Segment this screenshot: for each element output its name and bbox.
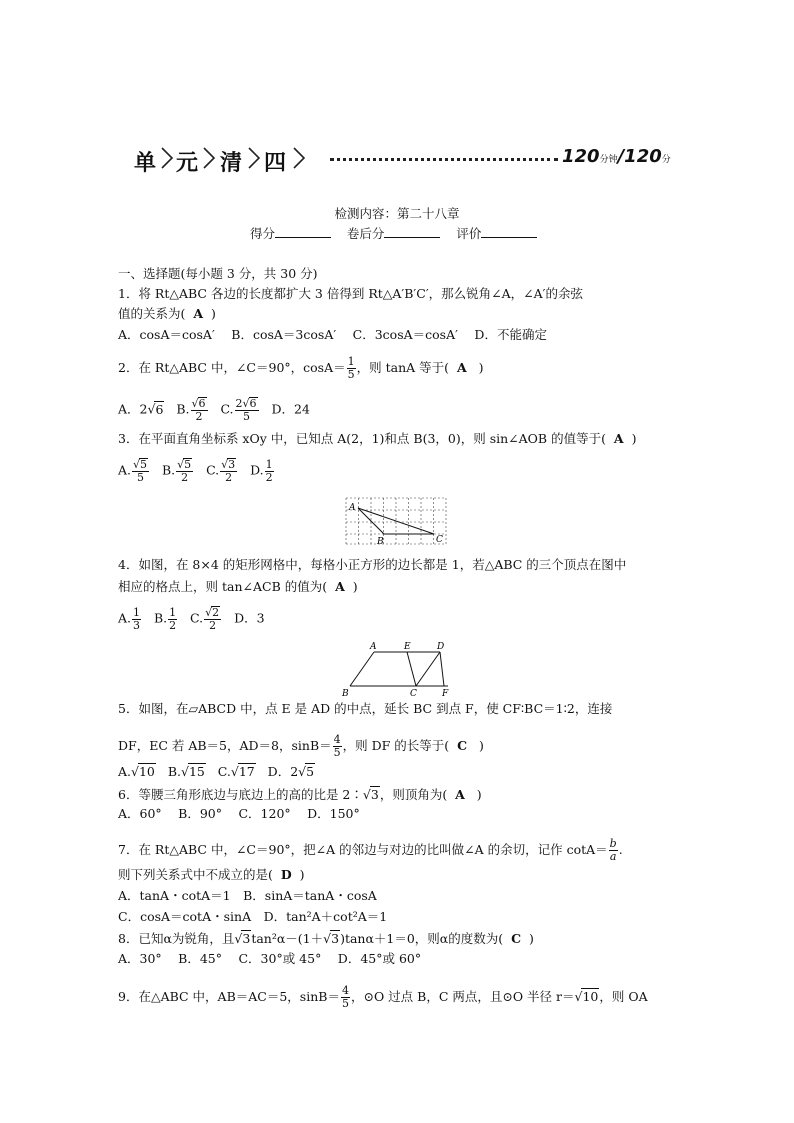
q4-optC: C. (190, 610, 204, 626)
q5-stem-line1: 5．如图，在▱ABCD 中，点 E 是 AD 的中点，延长 BC 到点 F，使 CF∶BC＝1∶2，连接 (118, 701, 613, 716)
q4-options (118, 606, 265, 632)
q8-rad2: 3 (331, 931, 340, 946)
q7-fraction: $\frac{b}{a}$ (609, 837, 617, 863)
q2-optB-frac: $\frac{√6}{2}$ (191, 397, 206, 423)
q1-stem-line2 (118, 306, 216, 322)
q4-stem-pre: 相应的格点上，则 tan∠ACB 的值为( (118, 579, 328, 594)
q1-stem-line1: 1．将 Rt△ABC 各边的长度都扩大 3 倍得到 Rt△A′B′C′，那么锐角∠A，∠A′的余弦 (118, 286, 584, 301)
q3-optB: B. (161, 462, 176, 478)
q2-optA-rad: 6 (155, 401, 164, 417)
q8-options: A．30° B．45° C．30°或 45° D．45°或 60° (118, 951, 422, 966)
q8-stem-mid: tan²α－(1＋ (251, 931, 324, 946)
time-value: 120 (562, 146, 600, 167)
q5-close: ) (479, 738, 484, 753)
banner-timing: 120分钟/120分 (562, 146, 671, 167)
banner-char-4: 四 (264, 151, 287, 176)
q7-options-1: A．tanA・cotA＝1 B．sinA＝tanA・cosA (118, 888, 377, 903)
content-scope: 检测内容：第二十八章 (334, 206, 460, 221)
q5-label-a: A (370, 642, 377, 652)
q5-label-d: D (437, 642, 445, 652)
q7-stem (118, 838, 623, 863)
q2-fraction: $\frac{1}{5}$ (347, 355, 355, 381)
q5-fraction: $\frac{4}{5}$ (333, 733, 341, 759)
q9-rad: 10 (582, 989, 599, 1004)
chevron-right-icon (247, 146, 261, 170)
q7-stem-line2 (118, 867, 305, 883)
after-score-label: 卷后分 (346, 226, 385, 241)
q4-label-c: C (436, 535, 443, 545)
q3-optC-frac: $\frac{√3}{2}$ (221, 458, 236, 484)
eval-label: 评价 (456, 226, 482, 241)
q4-label-b: B (377, 537, 384, 546)
q1-options: A．cosA＝cosA′ B．cosA＝3cosA′ C．3cosA＝cosA′ D．不能确定 (118, 327, 547, 342)
q5-answer: C (457, 738, 468, 753)
chevron-right-icon (160, 146, 174, 170)
q3-options (118, 458, 275, 484)
chevron-right-icon (292, 146, 306, 170)
q5-stem-pre: DF，EC 若 AB＝5，AD＝8，sinB＝ (118, 738, 332, 753)
eval-blank[interactable] (481, 225, 537, 238)
q5-label-e: E (404, 642, 411, 652)
q9-stem-pre: 9．在△ABC 中，AB＝AC＝5，sinB＝ (118, 989, 340, 1004)
q8-stem-pre: 8．已知α为锐角，且 (118, 931, 235, 946)
q5-label-f: F (442, 689, 449, 699)
q3-optD-frac: $\frac{1}{2}$ (265, 457, 273, 484)
after-score-blank[interactable] (384, 225, 440, 238)
score-row (250, 224, 537, 242)
q3-stem-pre: 3．在平面直角坐标系 xOy 中，已知点 A(2，1)和点 B(3，0)，则 sin∠AOB 的值等于( (118, 431, 606, 446)
q5-stem-line2 (118, 734, 484, 759)
q2-answer: A (456, 360, 467, 375)
chevron-right-icon (202, 146, 216, 170)
q6-stem: 6．等腰三角形底边与底边上的高的比是 2∶√3，则顶角为( A ) (118, 787, 482, 802)
q3-optA: A. (118, 462, 132, 478)
q4-optB: B. (153, 610, 168, 626)
q6-rad: 3 (370, 787, 379, 802)
q6-close: ) (476, 787, 482, 802)
q5-label-c: C (410, 689, 417, 699)
q4-optA-frac: $\frac{1}{3}$ (133, 605, 141, 632)
q2-optA: A．2 (118, 401, 148, 417)
q6-answer: A (455, 787, 465, 802)
score-value: 120 (624, 146, 662, 167)
score-unit: 分 (661, 155, 671, 165)
q7-line2-pre: 则下列关系式中不成立的是( (118, 867, 273, 882)
q4-answer: A (335, 579, 345, 594)
q8-rad1: 3 (242, 931, 251, 946)
section-title: 一、选择题(每小题 3 分，共 30 分) (118, 266, 318, 281)
q3-optC: C. (206, 462, 220, 478)
q6-options: A．60° B．90° C．120° D．150° (118, 806, 360, 821)
q7-options-2: C．cosA＝cotA・sinA D．tan²A＋cot²A＝1 (118, 909, 388, 924)
q1-stem-post: ) (211, 306, 216, 321)
q3-close: ) (631, 431, 637, 446)
q4-optA: A. (118, 610, 132, 626)
q2-optB: B. (176, 401, 190, 417)
q7-answer: D (280, 867, 292, 882)
q6-stem-pre: 6．等腰三角形底边与底边上的高的比是 2∶ (118, 787, 363, 802)
q1-stem-pre: 值的关系为( (118, 306, 186, 321)
q2-optD: D．24 (271, 401, 310, 417)
q2-options: A．2√6 B. $\frac{√6}{2}$ C. $\frac{2√6}{5}$ D．24 (118, 397, 310, 423)
q2-stem-post: ，则 tanA 等于( (356, 360, 450, 375)
q5-label-b: B (342, 689, 349, 699)
q1-answer: A (193, 306, 204, 321)
banner-char-2: 元 (176, 151, 199, 176)
q5-optC-rad: 17 (238, 764, 255, 779)
q2-optC: C. (220, 401, 234, 417)
q6-stem-post: ，则顶角为( (379, 787, 448, 802)
q4-optB-frac: $\frac{1}{2}$ (169, 605, 177, 632)
q8-answer: C (511, 931, 522, 946)
q2-stem-pre: 2．在 Rt△ABC 中，∠C＝90°，cosA＝ (118, 360, 346, 375)
q5-optA: A. (118, 764, 132, 779)
banner-char-3: 清 (220, 151, 243, 176)
q4-optC-frac: $\frac{√2}{2}$ (205, 606, 220, 632)
q7-stem-pre: 7．在 Rt△ABC 中，∠C＝90°，把∠A 的邻边与对边的比叫做∠A 的余切，记作 cotA＝ (118, 842, 608, 857)
q5-parallelogram-figure (338, 638, 458, 700)
q3-answer: A (613, 431, 624, 446)
score-blank[interactable] (275, 225, 331, 238)
q3-stem (118, 431, 636, 447)
q8-stem-post: )tanα＋1＝0，则α的度数为( (340, 931, 504, 946)
q7-period: . (618, 842, 623, 857)
q8-close: ) (529, 931, 534, 946)
q4-optD: D．3 (234, 610, 265, 626)
q3-optA-frac: $\frac{√5}{5}$ (133, 458, 148, 484)
q5-optA-rad: 10 (138, 764, 155, 779)
q4-stem-line1: 4．如图，在 8×4 的矩形网格中，每格小正方形的边长都是 1，若△ABC 的三个顶点在图中 (118, 557, 627, 572)
q5-optB-rad: 15 (188, 764, 205, 779)
q7-line2-post: ) (299, 867, 305, 882)
q5-stem-post: ，则 DF 的长等于( (342, 738, 450, 753)
q4-stem-post: ) (352, 579, 358, 594)
q9-fraction: $\frac{4}{5}$ (341, 984, 349, 1010)
q5-optC: C. (217, 764, 231, 779)
q2-stem (118, 356, 483, 381)
score-label: 得分 (250, 226, 276, 241)
q2-optC-frac: $\frac{2√6}{5}$ (235, 397, 257, 423)
q2-close: ) (478, 360, 484, 375)
q9-stem: 9．在△ABC 中，AB＝AC＝5，sinB＝ $\frac{4}{5}$ ，⊙O 过点 B，C 两点，且⊙O 半径 r＝√10，则 OA (118, 984, 648, 1010)
q5-options: A.√10 B.√15 C.√17 D．2√5 (118, 764, 315, 779)
banner-char-1: 单 (134, 151, 157, 176)
q4-label-a: A (349, 503, 356, 513)
q8-stem: 8．已知α为锐角，且√3tan²α－(1＋√3)tanα＋1＝0，则α的度数为( C ) (118, 931, 534, 946)
q5-optD: D．2 (267, 764, 299, 779)
q9-tail: ，则 OA (599, 989, 648, 1004)
q3-optD: D. (250, 462, 264, 478)
time-unit: 分钟 (599, 155, 618, 165)
q5-optB: B. (167, 764, 181, 779)
q4-grid-figure (344, 496, 448, 546)
q3-optB-frac: $\frac{√5}{2}$ (177, 458, 192, 484)
q9-stem-post: ，⊙O 过点 B，C 两点，且⊙O 半径 r＝ (350, 989, 575, 1004)
q4-stem-line2 (118, 579, 358, 595)
q5-optD-rad: 5 (306, 764, 315, 779)
banner-dotted-leader (330, 158, 558, 161)
